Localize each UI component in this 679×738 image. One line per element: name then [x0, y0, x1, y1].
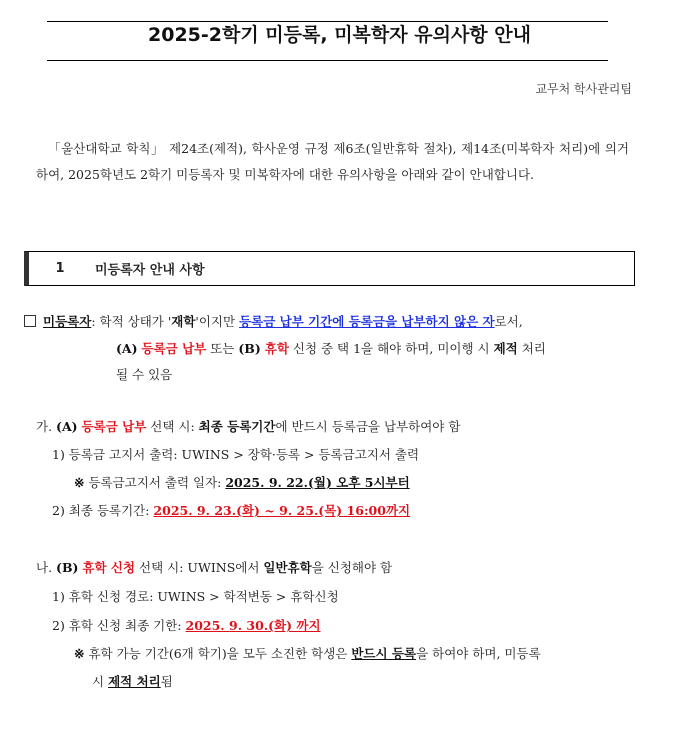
term-unregistered: 미등록자 — [43, 314, 92, 329]
text: 시 — [92, 674, 109, 689]
option-a-text: 등록금 납부 — [141, 341, 207, 356]
text: 등록금고지서 출력 일자: — [84, 475, 226, 490]
text: 로서, — [494, 314, 523, 329]
text: 나. — [36, 560, 57, 575]
option-a-heading — [36, 417, 460, 435]
option-b-item-1: 1) 휴학 신청 경로: UWINS > 학적변동 > 휴학신청 — [52, 589, 339, 604]
note-mark: ※ — [74, 646, 85, 661]
text: 선택 시: — [146, 419, 199, 434]
text: 또는 — [206, 341, 239, 356]
final-period-date: 2025. 9. 23.(화) ~ 9. 25.(목) 16:00까지 — [153, 503, 411, 518]
highlight-unpaid: 등록금 납부 기간에 등록금을 납부하지 않은 자 — [239, 314, 495, 329]
text: 을 하여야 하며, 미등록 — [416, 646, 541, 661]
text: '이지만 — [195, 314, 240, 329]
leave-deadline-date: 2025. 9. 30.(화) 까지 — [185, 618, 321, 633]
definition-line-1 — [24, 312, 523, 330]
title-bottom-rule — [47, 60, 608, 61]
option-b-text: 휴학 — [264, 341, 289, 356]
department-label: 교무처 학사관리팀 — [535, 82, 632, 96]
option-b-text: 휴학 신청 — [82, 560, 136, 575]
text: 휴학 가능 기간(6개 학기)을 모두 소진한 학생은 — [84, 646, 352, 661]
note-date: 2025. 9. 22.(월) 오후 5시부터 — [225, 475, 410, 490]
final-period-label: 최종 등록기간 — [198, 419, 276, 434]
note-mark: ※ — [74, 475, 85, 490]
page-title: 2025-2학기 미등록, 미복학자 유의사항 안내 — [148, 24, 531, 46]
text: 가. — [36, 419, 57, 434]
option-a-label: (A) — [116, 341, 138, 356]
text: 에 반드시 등록금을 납부하여야 함 — [275, 419, 461, 434]
option-a-note — [74, 473, 410, 491]
definition-line-3: 될 수 있음 — [116, 367, 173, 382]
expel-label: 제적 — [493, 341, 518, 356]
option-b-item-2 — [52, 616, 321, 634]
option-b-label: (B) — [56, 560, 79, 575]
section-number: 1 — [55, 261, 65, 276]
text: : 학적 상태가 ' — [91, 314, 172, 329]
must-register-label: 반드시 등록 — [351, 646, 417, 661]
expel-label: 제적 처리 — [108, 674, 161, 689]
definition-line-2 — [116, 339, 546, 357]
option-a-item-1: 1) 등록금 고지서 출력: UWINS > 장학·등록 > 등록금고지서 출력 — [52, 447, 420, 462]
option-b-note-line-2 — [92, 672, 173, 690]
option-b-note-line-1 — [74, 644, 541, 662]
status-enrolled: 재학 — [171, 314, 196, 329]
text: 신청 중 택 1을 해야 하며, 미이행 시 — [288, 341, 494, 356]
text: 을 신청해야 함 — [311, 560, 393, 575]
checkbox-icon — [24, 315, 36, 327]
option-a-label: (A) — [56, 419, 78, 434]
option-a-text: 등록금 납부 — [81, 419, 147, 434]
section-title: 미등록자 안내 사항 — [95, 263, 205, 278]
text: 2) 휴학 신청 최종 기한: — [52, 618, 186, 633]
option-b-label: (B) — [238, 341, 261, 356]
text: 2) 최종 등록기간: — [52, 503, 154, 518]
section-header — [24, 251, 635, 286]
general-leave-label: 일반휴학 — [263, 560, 312, 575]
text: 됨 — [160, 674, 173, 689]
option-a-item-2 — [52, 501, 410, 519]
text: 선택 시: UWINS에서 — [135, 560, 264, 575]
intro-paragraph: 「울산대학교 학칙」 제24조(제적), 학사운영 규정 제6조(일반휴학 절차), 제14조(미복학자 처리)에 의거하여, 2025학년도 2학기 미등록자 및 미복학자에 대한 유의사항을 아래와 같이 안내합니다. — [36, 141, 629, 182]
option-b-heading — [36, 558, 392, 576]
text: 처리 — [517, 341, 546, 356]
